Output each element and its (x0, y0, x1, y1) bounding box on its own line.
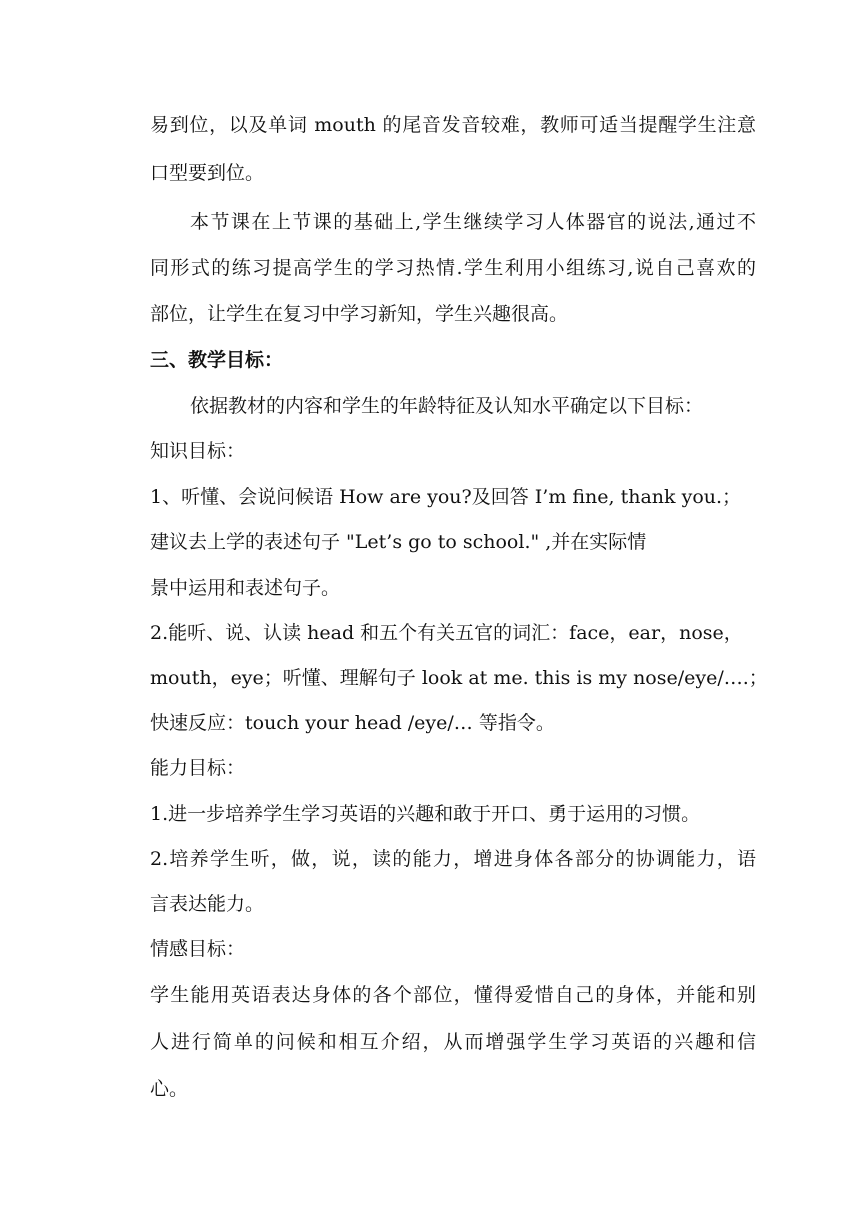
emotion-item-line-3: 心。 (150, 1078, 189, 1100)
knowledge-item-1-line-1: 1、听懂、会说问候语 How are you?及回答 I’m fine, thank you.； (150, 486, 742, 508)
knowledge-item-2-line-2: mouth，eye；听懂、理解句子 look at me. this is my nose/eye/….； (150, 667, 768, 689)
paragraph-line-3: 本节课在上节课的基础上,学生继续学习人体器官的说法,通过不 (190, 211, 756, 233)
knowledge-item-2-line-1: 2.能听、说、认读 head 和五个有关五官的词汇：face，ear，nose， (150, 622, 743, 644)
subheading-knowledge-goals: 知识目标： (150, 440, 246, 462)
ability-item-1: 1.进一步培养学生学习英语的兴趣和敢于开口、勇于运用的习惯。 (150, 803, 701, 825)
paragraph-line-4: 同形式的练习提高学生的学习热情.学生利用小组练习,说自己喜欢的 (150, 257, 756, 279)
section-heading-teaching-goals: 三、教学目标： (150, 349, 284, 371)
paragraph-line-7: 依据教材的内容和学生的年龄特征及认知水平确定以下目标： (190, 395, 704, 417)
emotion-item-line-1: 学生能用英语表达身体的各个部位，懂得爱惜自己的身体，并能和别 (150, 984, 756, 1006)
emotion-item-line-2: 人进行简单的问候和相互介绍，从而增强学生学习英语的兴趣和信 (150, 1031, 756, 1053)
knowledge-item-2-line-3: 快速反应：touch your head /eye/… 等指令。 (150, 712, 555, 734)
ability-item-2-line-1: 2.培养学生听，做，说，读的能力，增进身体各部分的协调能力，语 (150, 848, 756, 870)
paragraph-line-5: 部位，让学生在复习中学习新知，学生兴趣很高。 (150, 303, 569, 325)
knowledge-item-1-line-2: 建议去上学的表述句子 "Let’s go to school." ,并在实际情 (150, 531, 647, 553)
ability-item-2-line-2: 言表达能力。 (150, 893, 265, 915)
paragraph-line-2: 口型要到位。 (150, 162, 265, 184)
paragraph-line-1: 易到位，以及单词 mouth 的尾音发音较难，教师可适当提醒学生注意 (150, 114, 756, 136)
knowledge-item-1-line-3: 景中运用和表述句子。 (150, 577, 341, 599)
subheading-ability-goals: 能力目标： (150, 757, 246, 779)
subheading-emotion-goals: 情感目标： (150, 938, 246, 960)
